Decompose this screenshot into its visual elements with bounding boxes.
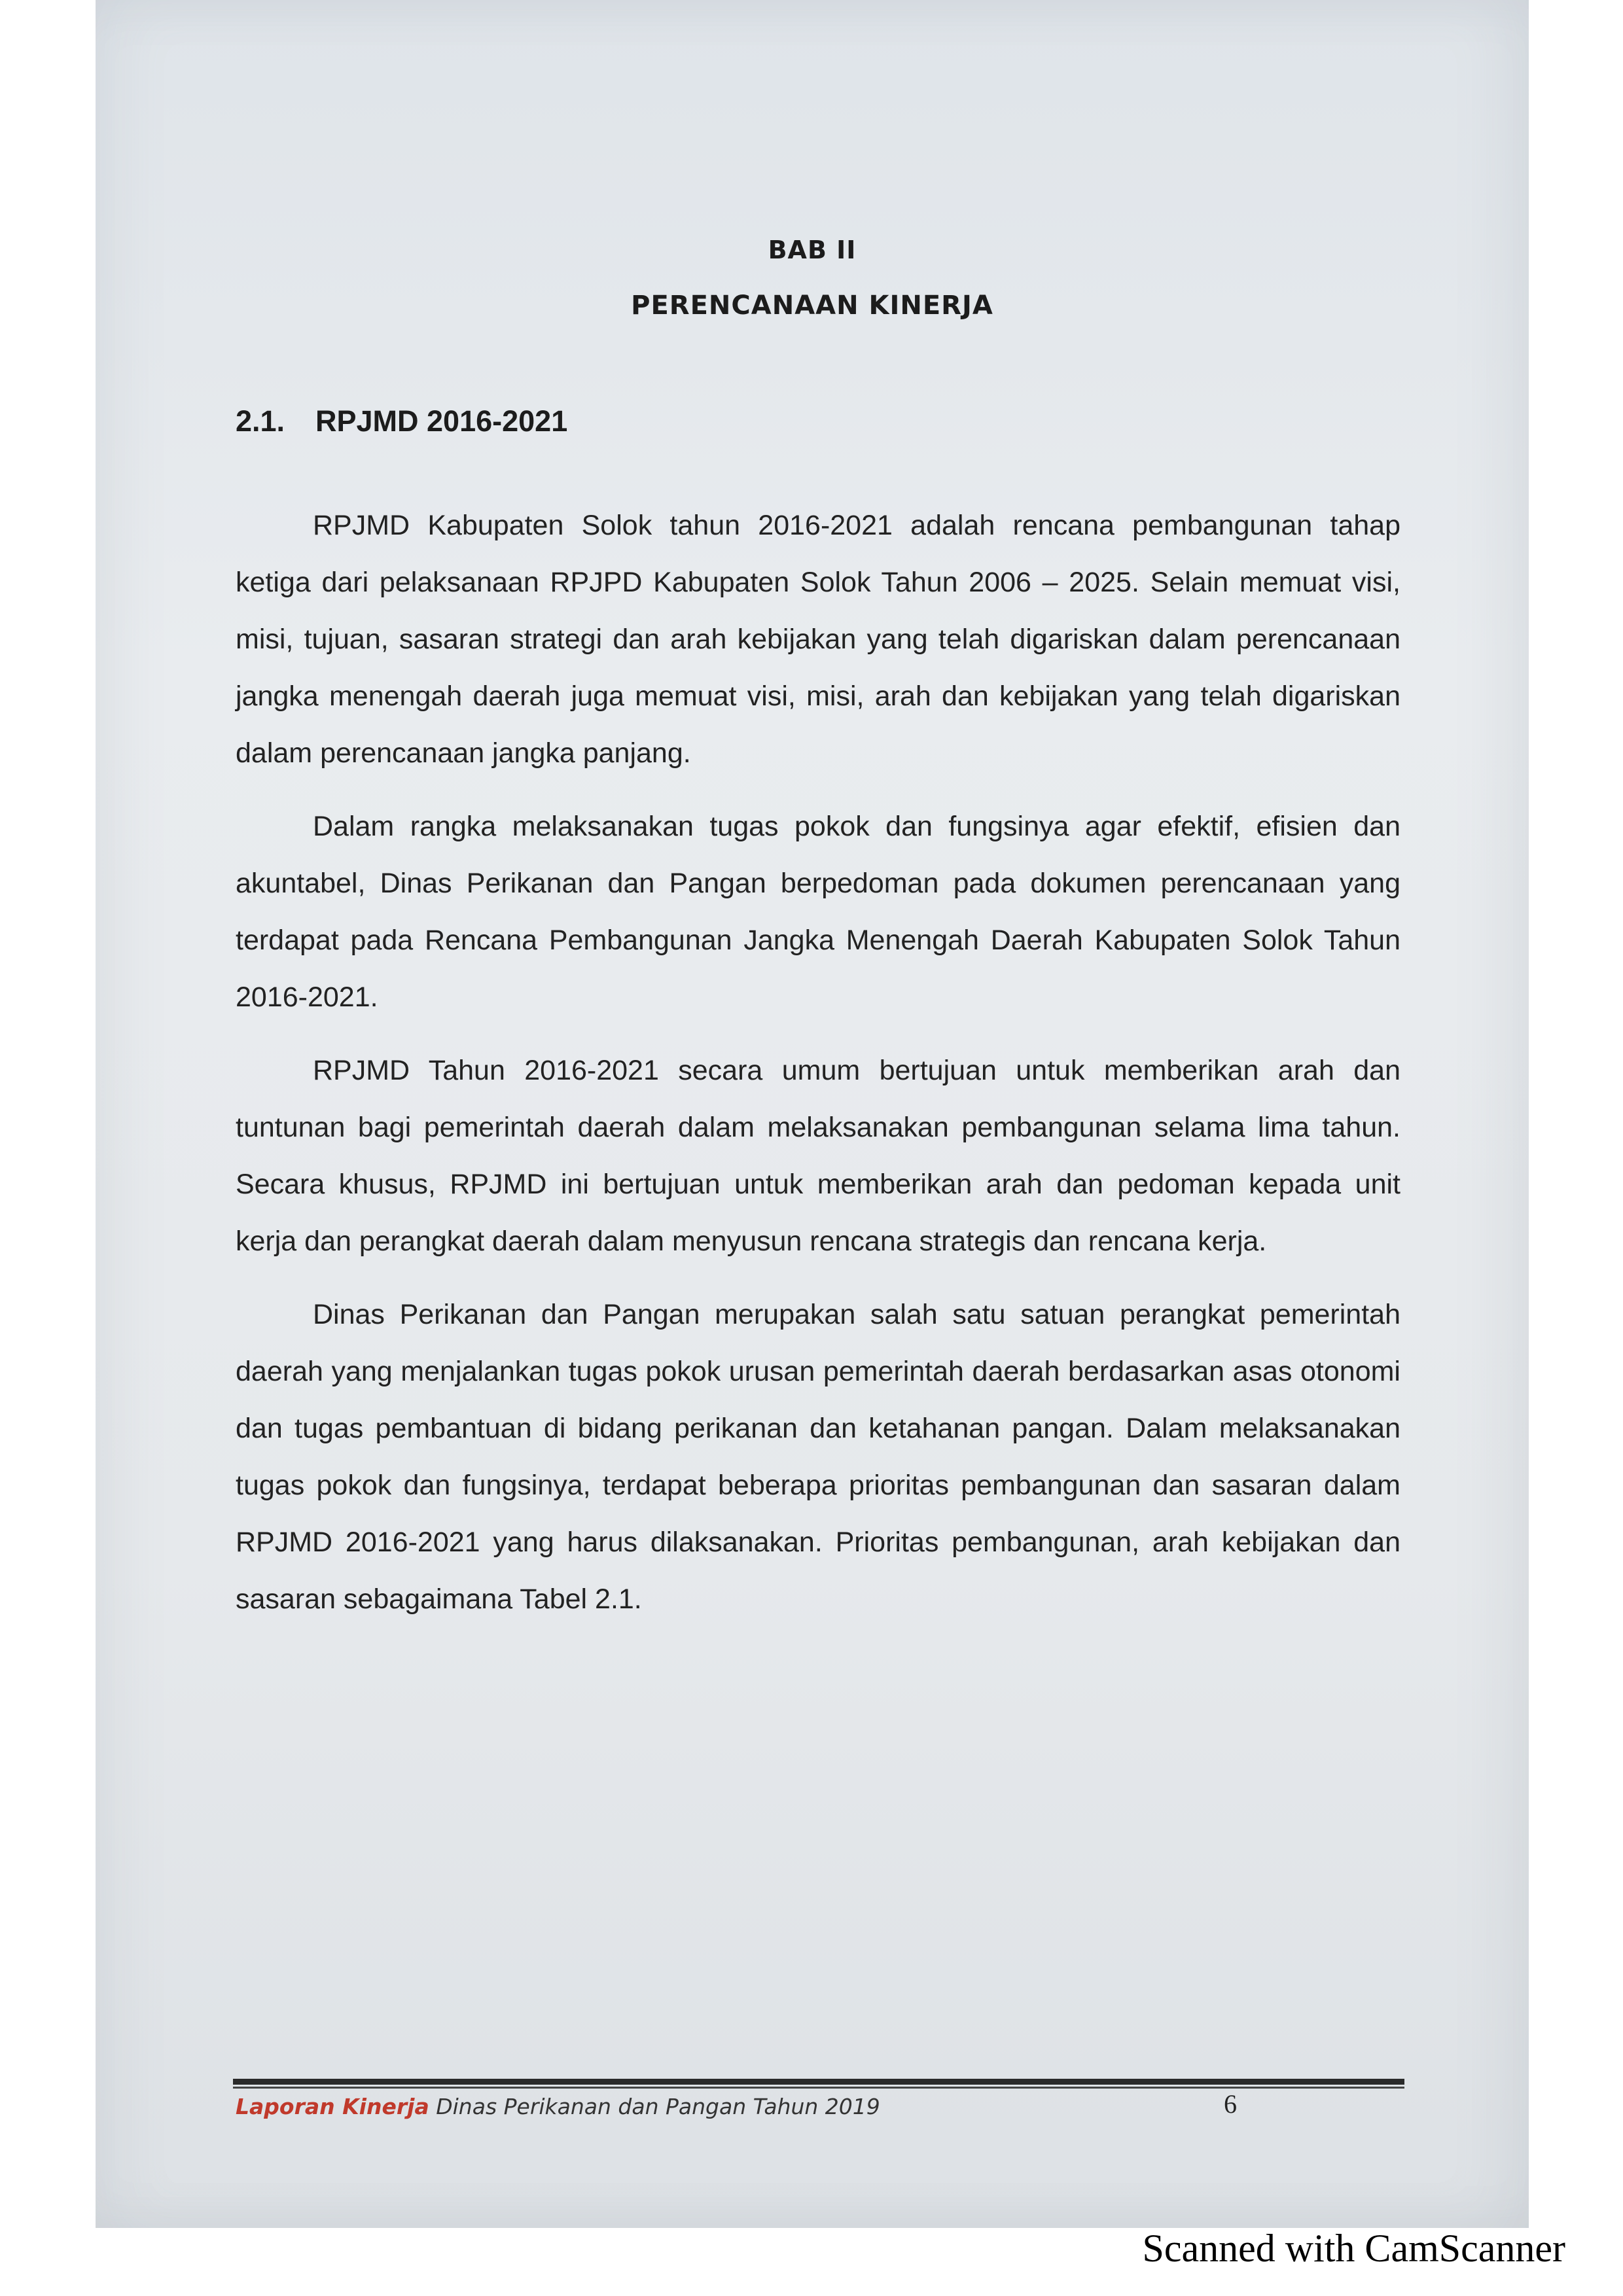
- paragraph-1: RPJMD Kabupaten Solok tahun 2016-2021 adalah rencana pembangunan tahap ketiga dari pelaksanaan RPJPD Kabupaten Solok Tahun 2006 – 2025. Selain memuat visi, misi, tujuan, sasaran strategi dan arah kebijakan yang telah digariskan dalam perencanaan jangka menengah daerah juga memuat visi, misi, arah dan kebijakan yang telah digariskan dalam perencanaan jangka panjang.: [236, 510, 1400, 769]
- footer-divider: [233, 2079, 1404, 2085]
- footer-caption: [236, 2094, 880, 2119]
- chapter-title: PERENCANAAN KINERJA: [631, 291, 993, 321]
- section-title: RPJMD 2016-2021: [315, 404, 568, 438]
- page-number: 6: [1224, 2089, 1237, 2119]
- scanner-watermark: Scanned with CamScanner: [1142, 2227, 1565, 2270]
- footer-title: Dinas Perikanan dan Pangan Tahun 2019: [429, 2094, 880, 2119]
- section-number: 2.1.: [236, 404, 285, 438]
- footer-accent: Laporan Kinerja: [236, 2094, 429, 2119]
- chapter-label: BAB II: [768, 236, 857, 264]
- body-text: [236, 497, 1400, 1628]
- section-heading: [236, 404, 567, 438]
- paragraph-4: Dinas Perikanan dan Pangan merupakan salah satu satuan perangkat pemerintah daerah yang menjalankan tugas pokok urusan pemerintah daerah berdasarkan asas otonomi dan tugas pembantuan di bidang perikanan dan ketahanan pangan. Dalam melaksanakan tugas pokok dan fungsinya, terdapat beberapa prioritas pembangunan dan sasaran dalam RPJMD 2016-2021 yang harus dilaksanakan. Prioritas pembangunan, arah kebijakan dan sasaran sebagaimana Tabel 2.1.: [236, 1299, 1400, 1615]
- paragraph-2: Dalam rangka melaksanakan tugas pokok dan fungsinya agar efektif, efisien dan akuntabel, Dinas Perikanan dan Pangan berpedoman pada dokumen perencanaan yang terdapat pada Rencana Pembangunan Jangka Menengah Daerah Kabupaten Solok Tahun 2016-2021.: [236, 811, 1400, 1013]
- paragraph-3: RPJMD Tahun 2016-2021 secara umum bertujuan untuk memberikan arah dan tuntunan bagi pemerintah daerah dalam melaksanakan pembangunan selama lima tahun. Secara khusus, RPJMD ini bertujuan untuk memberikan arah dan pedoman kepada unit kerja dan perangkat daerah dalam menyusun rencana strategis dan rencana kerja.: [236, 1055, 1400, 1257]
